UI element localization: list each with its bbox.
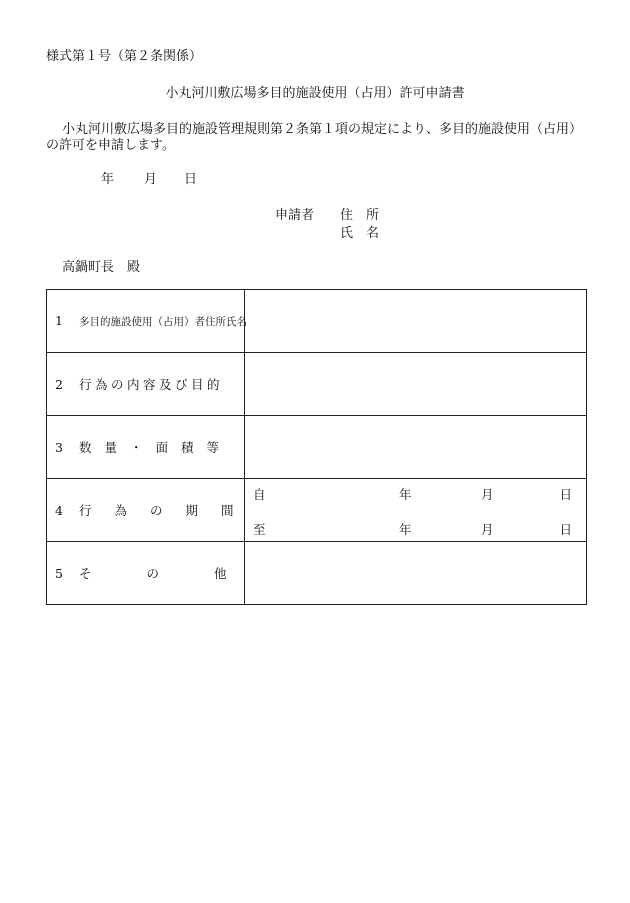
body-text-line-2: の許可を申請します。 bbox=[46, 138, 175, 153]
period-to-label: 至 bbox=[253, 522, 266, 537]
period-from-year: 年 bbox=[399, 487, 412, 502]
row-number: 2 bbox=[55, 377, 63, 392]
table-row bbox=[47, 416, 587, 479]
row-number: 4 bbox=[55, 503, 63, 518]
other-field[interactable] bbox=[245, 542, 587, 605]
applicant-label: 申請者 bbox=[275, 208, 315, 223]
content-purpose-field[interactable] bbox=[245, 353, 587, 416]
period-to-month: 月 bbox=[481, 522, 494, 537]
period-to-year: 年 bbox=[399, 522, 412, 537]
row-number: 3 bbox=[55, 440, 63, 455]
row-label: 行為の内容及び目的 bbox=[79, 377, 224, 392]
row-number: 1 bbox=[55, 313, 63, 328]
date-year-label: 年 bbox=[101, 172, 115, 187]
table-row bbox=[47, 542, 587, 605]
row-label: 多目的施設使用（占用）者住所氏名 bbox=[79, 316, 247, 328]
period-from-label: 自 bbox=[253, 487, 266, 502]
table-row bbox=[47, 479, 587, 542]
addressee: 高鍋町長 殿 bbox=[62, 260, 141, 275]
application-form-table bbox=[46, 289, 587, 605]
row-label-cell bbox=[47, 353, 245, 416]
quantity-area-field[interactable] bbox=[245, 416, 587, 479]
name-label: 氏 名 bbox=[340, 226, 380, 241]
row-label-cell bbox=[47, 479, 257, 542]
form-number: 様式第１号（第２条関係） bbox=[46, 49, 203, 64]
address-label: 住 所 bbox=[340, 208, 380, 223]
row-label: 数量・面積等 bbox=[79, 440, 233, 455]
row-label-cell bbox=[47, 290, 245, 353]
period-field[interactable] bbox=[245, 479, 587, 542]
table-row bbox=[47, 290, 587, 353]
row-label: その他 bbox=[79, 566, 282, 581]
document-title: 小丸河川敷広場多目的施設使用（占用）許可申請書 bbox=[165, 86, 465, 101]
period-to-day: 日 bbox=[559, 522, 572, 537]
date-month-label: 月 bbox=[144, 172, 158, 187]
date-line bbox=[101, 168, 197, 187]
row-number: 5 bbox=[55, 566, 63, 581]
date-day-label: 日 bbox=[184, 172, 198, 187]
period-from-month: 月 bbox=[481, 487, 494, 502]
body-text-line-1: 小丸河川敷広場多目的施設管理規則第２条第１項の規定により、多目的施設使用（占用） bbox=[62, 122, 583, 137]
applicant-address-name-field[interactable] bbox=[245, 290, 587, 353]
row-label: 行為の期間 bbox=[79, 503, 257, 518]
table-row bbox=[47, 353, 587, 416]
row-label-cell bbox=[47, 416, 245, 479]
period-from-day: 日 bbox=[559, 487, 572, 502]
row-label-cell bbox=[47, 542, 282, 605]
